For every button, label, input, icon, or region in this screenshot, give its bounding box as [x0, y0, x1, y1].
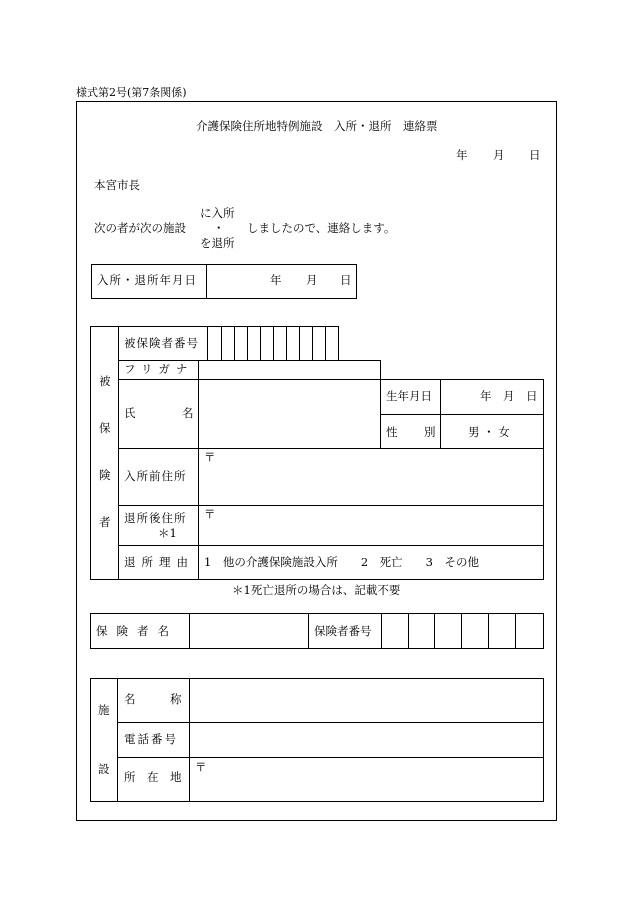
after-address-note: ＊1: [158, 526, 177, 540]
facility-name-label: 名 称: [124, 692, 182, 706]
reason-options: 1 他の介護保険施設入所 2 死亡 3 その他: [204, 555, 479, 569]
insured-section-char-2: 保: [99, 421, 111, 435]
insured-section-char-1: 被: [99, 374, 111, 388]
name-label-2: 名: [182, 406, 194, 420]
insured-number-label: 被保険者番号: [124, 336, 199, 350]
date-day: 日: [529, 148, 541, 162]
sex-label-2: 別: [424, 425, 436, 439]
date-month: 月: [493, 148, 505, 162]
reason-label: 退所理由: [124, 555, 194, 569]
insured-section-char-4: 者: [99, 515, 111, 529]
facility-section-char-2: 設: [98, 762, 110, 776]
sex-label-1: 性: [386, 425, 398, 439]
after-address-post-mark: 〒: [204, 507, 216, 521]
notice-option-separator: ・: [213, 221, 225, 235]
prev-address-post-mark: 〒: [204, 450, 216, 464]
facility-section-char-1: 施: [98, 703, 110, 717]
birth-year: 年: [480, 389, 492, 403]
notice-option-discharge: を退所: [200, 236, 235, 250]
facility-post-mark: 〒: [195, 760, 207, 774]
form-title: 介護保険住所地特例施設 入所・退所 連絡票: [196, 119, 438, 133]
notice-prefix: 次の者が次の施設: [94, 221, 186, 235]
birth-label: 生年月日: [386, 389, 432, 403]
addressee: 本宮市長: [94, 178, 140, 192]
facility-phone-label: 電話番号: [124, 732, 178, 746]
facility-location-label: 所 在 地: [124, 770, 182, 784]
furigana-label: フリガナ: [124, 362, 194, 376]
move-date-label: 入所・退所年月日: [97, 273, 197, 287]
footnote: ＊1死亡退所の場合は、記載不要: [232, 583, 401, 597]
insurer-name-label: 保険者名: [96, 624, 178, 638]
insurer-number-label: 保険者番号: [314, 624, 372, 638]
notice-option-admit: に入所: [200, 206, 235, 220]
sex-options: 男 ・ 女: [468, 425, 510, 439]
form-number: 様式第2号(第7条関係): [76, 86, 187, 99]
name-label-1: 氏: [124, 406, 136, 420]
insured-section-char-3: 険: [99, 468, 111, 482]
after-address-label: 退所後住所: [124, 511, 187, 525]
move-date-month: 月: [306, 273, 318, 287]
birth-month: 月: [503, 389, 515, 403]
notice-suffix: しましたので、連絡します。: [247, 221, 396, 235]
move-date-year: 年: [270, 273, 282, 287]
prev-address-label: 入所前住所: [124, 469, 187, 483]
birth-day: 日: [526, 389, 538, 403]
date-year: 年: [456, 148, 468, 162]
move-date-day: 日: [340, 273, 352, 287]
